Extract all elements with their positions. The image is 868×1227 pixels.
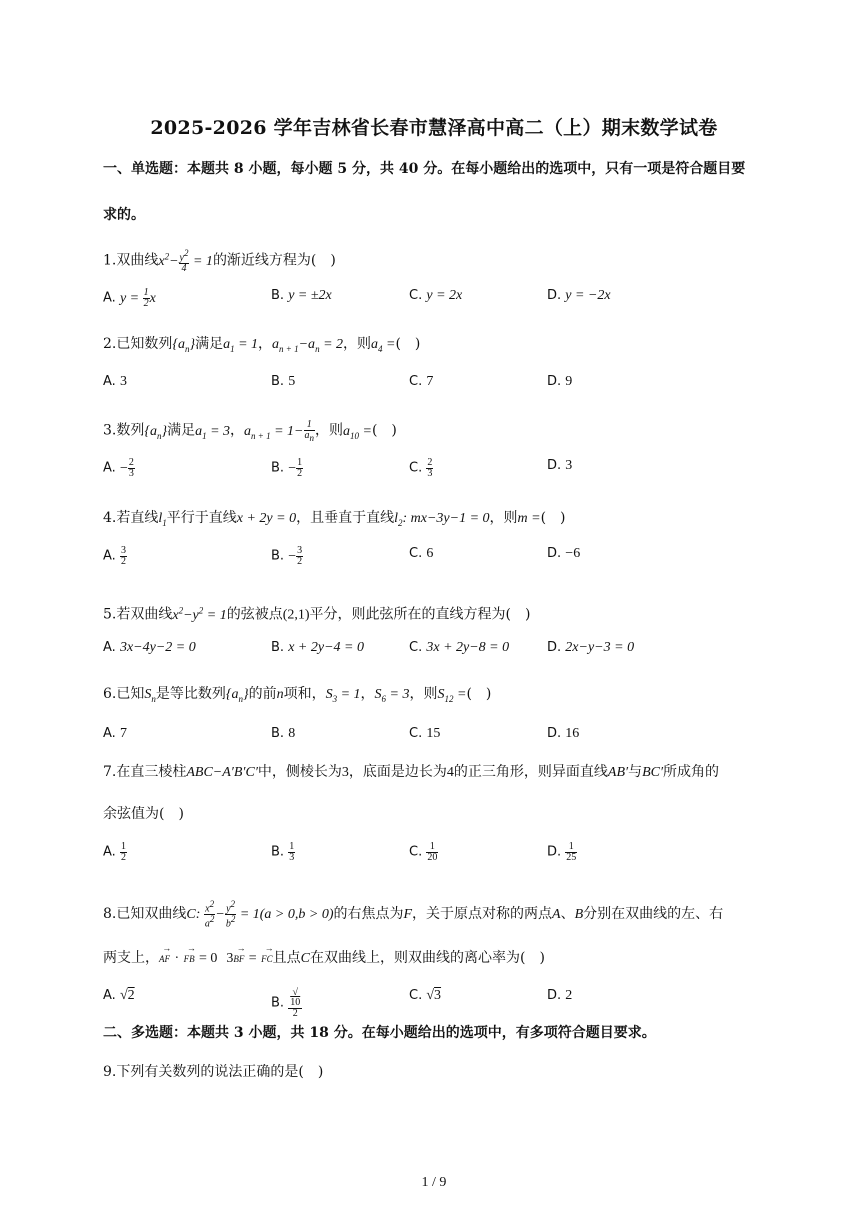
option-a[interactable]: A. $\frac{3}{2}$ [103, 545, 126, 567]
question-7-options [103, 842, 763, 878]
option-b[interactable]: B. − $\frac{3}{2}$ [271, 545, 303, 567]
question-2: 2.已知数列$\{a_n\}$满足$a_1 = 1$，$a_{n + 1}-a_n = 2$，则$a_4$ =( ) [103, 336, 421, 354]
option-d[interactable]: D. 9 [547, 374, 573, 389]
option-a[interactable]: A. y = $\frac{1}{2}$ x [103, 287, 156, 309]
option-a[interactable]: A. √2 [103, 988, 135, 1003]
option-b[interactable]: B. $\frac{1}{3}$ [271, 841, 295, 863]
option-d[interactable]: D. $\frac{1}{25}$ [547, 841, 577, 863]
question-1-options [103, 288, 763, 324]
option-d[interactable]: D. 16 [547, 726, 580, 741]
option-c[interactable]: C. 3x + 2y−8 = 0 [409, 640, 510, 655]
option-a[interactable]: A. 3 [103, 374, 127, 389]
option-d[interactable]: D. y = −2x [547, 288, 611, 303]
option-c[interactable]: C. 15 [409, 726, 441, 741]
page-number: 1 / 9 [421, 1175, 447, 1190]
option-c[interactable]: C. 7 [409, 374, 434, 389]
section-heading-line2: 求的。 [103, 207, 145, 223]
question-8: 8.已知双曲线C: $\frac{x^2}{a^2}$ − $\frac{y^2}{b^2}$ = 1(a > 0,b > 0)的右焦点为F，关于原点对称的两点A、B分别在双曲线的左、右 [103, 899, 724, 930]
section-heading-line1: 一、单选题：本题共 8 小题，每小题 5 分，共 40 分。在每小题给出的选项中，只有一项是符合题目要 [103, 161, 746, 177]
option-b[interactable]: B. √ 10 2 [271, 987, 301, 1019]
option-a[interactable]: A. 3x−4y−2 = 0 [103, 640, 196, 655]
option-a[interactable]: A. $\frac{1}{2}$ [103, 841, 126, 863]
question-3-options [103, 458, 763, 494]
question-5-options [103, 640, 763, 676]
question-8-line2: 两支上，→ AF · → FB = 0 3→ BF = → FC且点C在双曲线上，则双曲线的离心率为( ) [103, 940, 773, 969]
option-a[interactable]: A. − $\frac{2}{3}$ [103, 457, 134, 479]
option-a[interactable]: A. 7 [103, 726, 127, 741]
option-b[interactable]: B. y = ±2x [271, 288, 332, 303]
option-c[interactable]: C. 6 [409, 546, 434, 561]
question-9: 9.下列有关数列的说法正确的是( ) [103, 1064, 324, 1080]
question-6-options [103, 726, 763, 762]
question-4: 4.若直线$l_1$平行于直线x + 2y = 0，且垂直于直线$l_2$: mx−3y−1 = 0，则m =( ) [103, 510, 566, 528]
option-c[interactable]: C. √3 [409, 988, 442, 1003]
section-multiple-choice: 二、多选题：本题共 3 小题，共 18 分。在每小题给出的选项中，有多项符合题目要求。 [103, 1025, 656, 1041]
option-b[interactable]: B. 5 [271, 374, 296, 389]
option-d[interactable]: D. −6 [547, 546, 581, 561]
option-b[interactable]: B. 8 [271, 726, 296, 741]
question-5: 5.若双曲线$x^2-y^2 = 1$的弦被点(2,1)平分，则此弦所在的直线方程为( ) [103, 605, 531, 623]
option-d[interactable]: D. 2 [547, 988, 573, 1003]
option-c[interactable]: C. $\frac{2}{3}$ [409, 457, 433, 479]
question-3: 3.数列$\{a_n\}$满足$a_1 = 3$，$a_{n + 1} = 1-$ $\frac{1}{a_n}$ ，则$a_{10}$ =( ) [103, 419, 397, 443]
question-7: 7.在直三棱柱ABC−A′B′C′中，侧棱长为3，底面是边长为4的正三角形，则异面直线AB′与BC′所成角的 [103, 764, 720, 780]
option-c[interactable]: C. $\frac{1}{20}$ [409, 841, 438, 863]
option-d[interactable]: D. 3 [547, 458, 573, 473]
question-6: 6.已知$S_n$是等比数列$\{a_n\}$的前n项和，$S_3 = 1$，$S_6 = 3$，则$S_{12}$ =( ) [103, 686, 492, 704]
question-4-options [103, 546, 763, 582]
question-1: 1.双曲线$x^2-$ $\frac{y^2}{4}$ = 1的渐近线方程为( ) [103, 247, 336, 275]
section-single-choice [103, 146, 763, 238]
option-c[interactable]: C. y = 2x [409, 288, 463, 303]
option-d[interactable]: D. 2x−y−3 = 0 [547, 640, 635, 655]
question-2-options [103, 374, 763, 410]
page-title: 2025-2026 学年吉林省长春市慧泽高中高二（上）期末数学试卷 [150, 117, 718, 139]
question-7-line2: 余弦值为( ) [103, 806, 184, 822]
hyperbola-equation: $x^2-$ $\frac{y^2}{4}$ = 1 [158, 247, 213, 275]
option-b[interactable]: B. − $\frac{1}{2}$ [271, 457, 303, 479]
option-b[interactable]: B. x + 2y−4 = 0 [271, 640, 364, 655]
